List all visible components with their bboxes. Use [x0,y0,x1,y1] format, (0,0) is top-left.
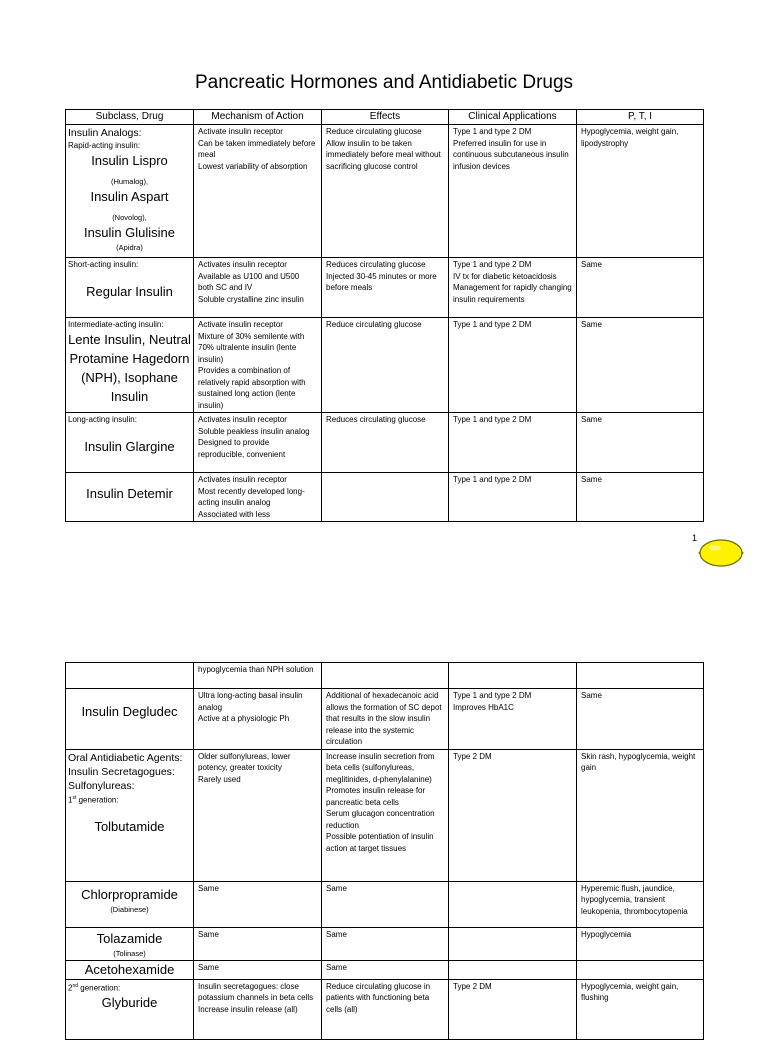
cell-line: Same [326,883,347,893]
effects-cell [322,749,449,881]
cell-line: Same [326,929,347,939]
clinical-cell [449,125,577,258]
table-row [66,689,704,750]
cell-line: Reduce circulating glucose [326,127,422,136]
cell-line: Activates insulin receptor [198,415,287,424]
cell-line: Promotes insulin release for pancreatic beta cells [326,786,426,807]
cell-line: Type 1 and type 2 DM [453,320,532,329]
subclass-drug-cell [66,258,194,318]
subclass-drug-cell [66,413,194,473]
cell-line: Older sulfonylureas, lower potency, greater toxicity [198,751,291,772]
clinical-cell [449,749,577,881]
cell-line: Reduces circulating glucose [326,260,426,269]
cell-line: Active at a physiologic Ph [198,714,290,723]
cell-line: Possible potentiation of insulin action at target tissues [326,832,434,853]
effects-cell [322,258,449,318]
page-title: Pancreatic Hormones and Antidiabetic Drugs [194,72,574,93]
drug-name: Insulin Aspart [90,189,169,204]
cell-line: Activates insulin receptor [198,260,287,269]
cell-line: Same [326,962,347,972]
pti-cell [577,413,704,473]
table-row [66,413,704,473]
cell-line: Type 1 and type 2 DM [453,475,532,484]
cell-line: hypoglycemia than NPH solution [198,665,314,674]
subclass-label: Short-acting insulin: [68,260,139,269]
table-row [66,663,704,689]
clinical-cell [449,413,577,473]
generation-suffix: st [72,794,77,801]
table-row [66,927,704,960]
cell-line: Same [581,475,602,484]
effects-cell [322,960,449,979]
subclass-label: Insulin Secretagogues: [68,765,175,778]
cell-line: Increase insulin secretion from beta cells (sulfonylureas, meglitinides, d-phenylalanine) [326,751,435,784]
cell-line: Can be taken immediately before meal [198,138,316,159]
cell-line: Type 1 and type 2 DM [453,415,532,424]
cell-line: Hypoglycemia [581,929,632,939]
cell-line: Ultra long-acting basal insulin analog [198,691,303,712]
drug-name: Chlorpropramide [81,886,178,902]
subclass-drug-cell [66,979,194,1039]
cell-line: Activate insulin receptor [198,127,283,136]
drug-name: Tolbutamide [94,819,165,835]
generation-text: generation: [78,983,121,993]
brand-name: (Novolog), [112,213,147,222]
table-row [66,881,704,927]
cell-line: Hypoglycemia, weight gain, flushing [581,981,679,1002]
subclass-drug-cell [66,749,194,881]
generation-number: 1 [68,795,73,805]
cell-line: Soluble peakless insulin analog [198,426,310,436]
clinical-cell [449,689,577,750]
cell-line: Hyperemic flush, jaundice, hypoglycemia, transient leukopenia, thrombocytopenia [581,883,688,916]
effects-cell [322,473,449,522]
pti-cell [577,749,704,881]
pti-cell [577,881,704,927]
cell-line: Same [581,260,602,269]
mechanism-cell [194,881,322,927]
cell-line: Same [581,415,602,424]
cell-line: Type 1 and type 2 DM [453,127,532,136]
clinical-cell [449,473,577,522]
cell-line: Designed to provide reproducible, convenient [198,438,286,459]
effects-cell [322,318,449,413]
pti-cell [577,125,704,258]
generation-number: 2 [68,983,73,993]
cell-line: Type 2 DM [453,981,492,991]
mechanism-cell [194,473,322,522]
cell-line: Reduce circulating glucose in patients with functioning beta cells (all) [326,981,431,1014]
drug-name: Insulin Degludec [81,704,178,719]
table-row [66,318,704,413]
cell-line: Activates insulin receptor [198,475,287,484]
generation-text: generation: [76,795,119,805]
table-header-row [66,110,704,125]
cell-line: Same [581,691,602,700]
page-number: 1 [692,533,698,543]
clinical-cell [449,960,577,979]
clinical-cell [449,927,577,960]
brand-name: (Humalog), [110,177,149,186]
cell-line: Hypoglycemia, weight gain, lipodystrophy [581,127,679,148]
subclass-drug-cell [66,689,194,750]
cell-line: Injected 30-45 minutes or more before meals [326,271,437,292]
cell-line: Provides a combination of relatively rapid absorption with sustained long action (lente insulin) [198,366,306,410]
cell-line: Type 1 and type 2 DM [453,691,532,700]
effects-cell [322,881,449,927]
drug-name: Acetohexamide [84,961,175,977]
cell-line: Same [198,962,219,972]
effects-cell [322,125,449,258]
table-row [66,749,704,881]
drug-name: Lente Insulin, Neutral Protamine Hagedorn (NPH), Isophane Insulin [68,332,191,404]
mechanism-cell [194,979,322,1039]
clinical-cell [449,881,577,927]
mechanism-cell [194,927,322,960]
clinical-cell [449,979,577,1039]
subclass-label: Insulin Analogs: [68,127,142,139]
drug-name: Regular Insulin [86,284,173,299]
drug-name: Insulin Lispro [91,153,168,168]
cell-line: Lowest variability of absorption [198,161,308,171]
cell-line: IV tx for diabetic ketoacidosis [453,271,557,281]
subclass-drug-cell [66,927,194,960]
clinical-cell [449,663,577,689]
table-row [66,125,704,258]
subclass-label: Oral Antidiabetic Agents: [68,751,183,764]
table-row [66,258,704,318]
cell-line: Increase insulin release (all) [198,1004,298,1014]
subclass-label: Sulfonylureas: [68,779,135,792]
effects-cell [322,979,449,1039]
drug-name: Insulin Glulisine [83,225,176,240]
cell-line: Preferred insulin for use in continuous subcutaneous insulin infusion devices [453,138,569,171]
cell-line: Activate insulin receptor [198,320,283,329]
pti-cell [577,473,704,522]
subclass-drug-cell [66,125,194,258]
cell-line: Same [198,929,219,939]
pti-cell [577,318,704,413]
header-mechanism: Mechanism of Action [194,110,322,125]
brand-name: (Tolinase) [113,948,146,958]
drug-table-page-2 [65,662,704,1040]
drug-name: Glyburide [101,995,158,1011]
generation-suffix: nd [72,982,79,989]
mechanism-cell [194,960,322,979]
cell-line: Reduces circulating glucose [326,415,426,424]
cell-line: Same [198,883,219,893]
clinical-cell [449,258,577,318]
effects-cell [322,689,449,750]
cell-line: Associated with less [198,509,271,519]
effects-cell [322,413,449,473]
pti-cell [577,663,704,689]
header-clinical: Clinical Applications [449,110,577,125]
mechanism-cell [194,125,322,258]
mechanism-cell [194,749,322,881]
subclass-label: Intermediate-acting insulin: [68,320,164,329]
pti-cell [577,689,704,750]
cell-line: Type 1 and type 2 DM [453,260,532,269]
cell-line: Mixture of 30% semilente with 70% ultralente insulin (lente insulin) [198,331,305,364]
drug-name: Insulin Detemir [86,486,173,501]
cell-line: Same [581,320,602,329]
pti-cell [577,979,704,1039]
effects-cell [322,663,449,689]
brand-name: (Diabinese) [110,904,149,914]
header-pti: P, T, I [577,110,704,125]
subclass-drug-cell [66,960,194,979]
pti-cell [577,258,704,318]
drug-name: Tolazamide [96,930,163,946]
cell-line: Improves HbA1C [453,702,514,712]
subclass-drug-cell [66,318,194,413]
cell-line: Soluble crystalline zinc insulin [198,294,304,304]
generation-label [68,981,191,994]
generation-label [68,793,191,806]
lemon-icon [698,537,744,569]
subclass-label: Long-acting insulin: [68,415,137,424]
cell-line: Insulin secretagogues: close potassium channels in beta cells [198,981,314,1002]
cell-line: Allow insulin to be taken immediately before meal without sacrificing glucose control [326,138,441,171]
cell-line: Rarely used [198,774,241,784]
mechanism-cell [194,663,322,689]
mechanism-cell [194,689,322,750]
cell-line: Most recently developed long-acting insulin analog [198,486,305,507]
drug-name: Insulin Glargine [84,439,175,454]
header-effects: Effects [322,110,449,125]
subclass-drug-cell [66,473,194,522]
cell-line: Management for rapidly changing insulin requirements [453,283,572,304]
pti-cell [577,960,704,979]
cell-line: Serum glucagon concentration reduction [326,809,435,830]
subclass-drug-cell [66,881,194,927]
cell-line: Available as U100 and U500 both SC and IV [198,271,300,292]
subclass-sublabel: Rapid-acting insulin: [68,141,141,150]
table-row [66,473,704,522]
mechanism-cell [194,258,322,318]
cell-line: Type 2 DM [453,751,492,761]
drug-table-page-1 [65,109,704,522]
cell-line: Reduce circulating glucose [326,320,422,329]
table-row [66,960,704,979]
cell-line: Additional of hexadecanoic acid allows the formation of SC depot that results in the slow insulin release into the systemic circulation [326,691,442,746]
brand-name: (Apidra) [116,243,143,252]
table-row [66,979,704,1039]
mechanism-cell [194,318,322,413]
effects-cell [322,927,449,960]
header-subclass-drug: Subclass, Drug [66,110,194,125]
clinical-cell [449,318,577,413]
pti-cell [577,927,704,960]
cell-line: Skin rash, hypoglycemia, weight gain [581,751,696,772]
subclass-drug-cell [66,663,194,689]
mechanism-cell [194,413,322,473]
